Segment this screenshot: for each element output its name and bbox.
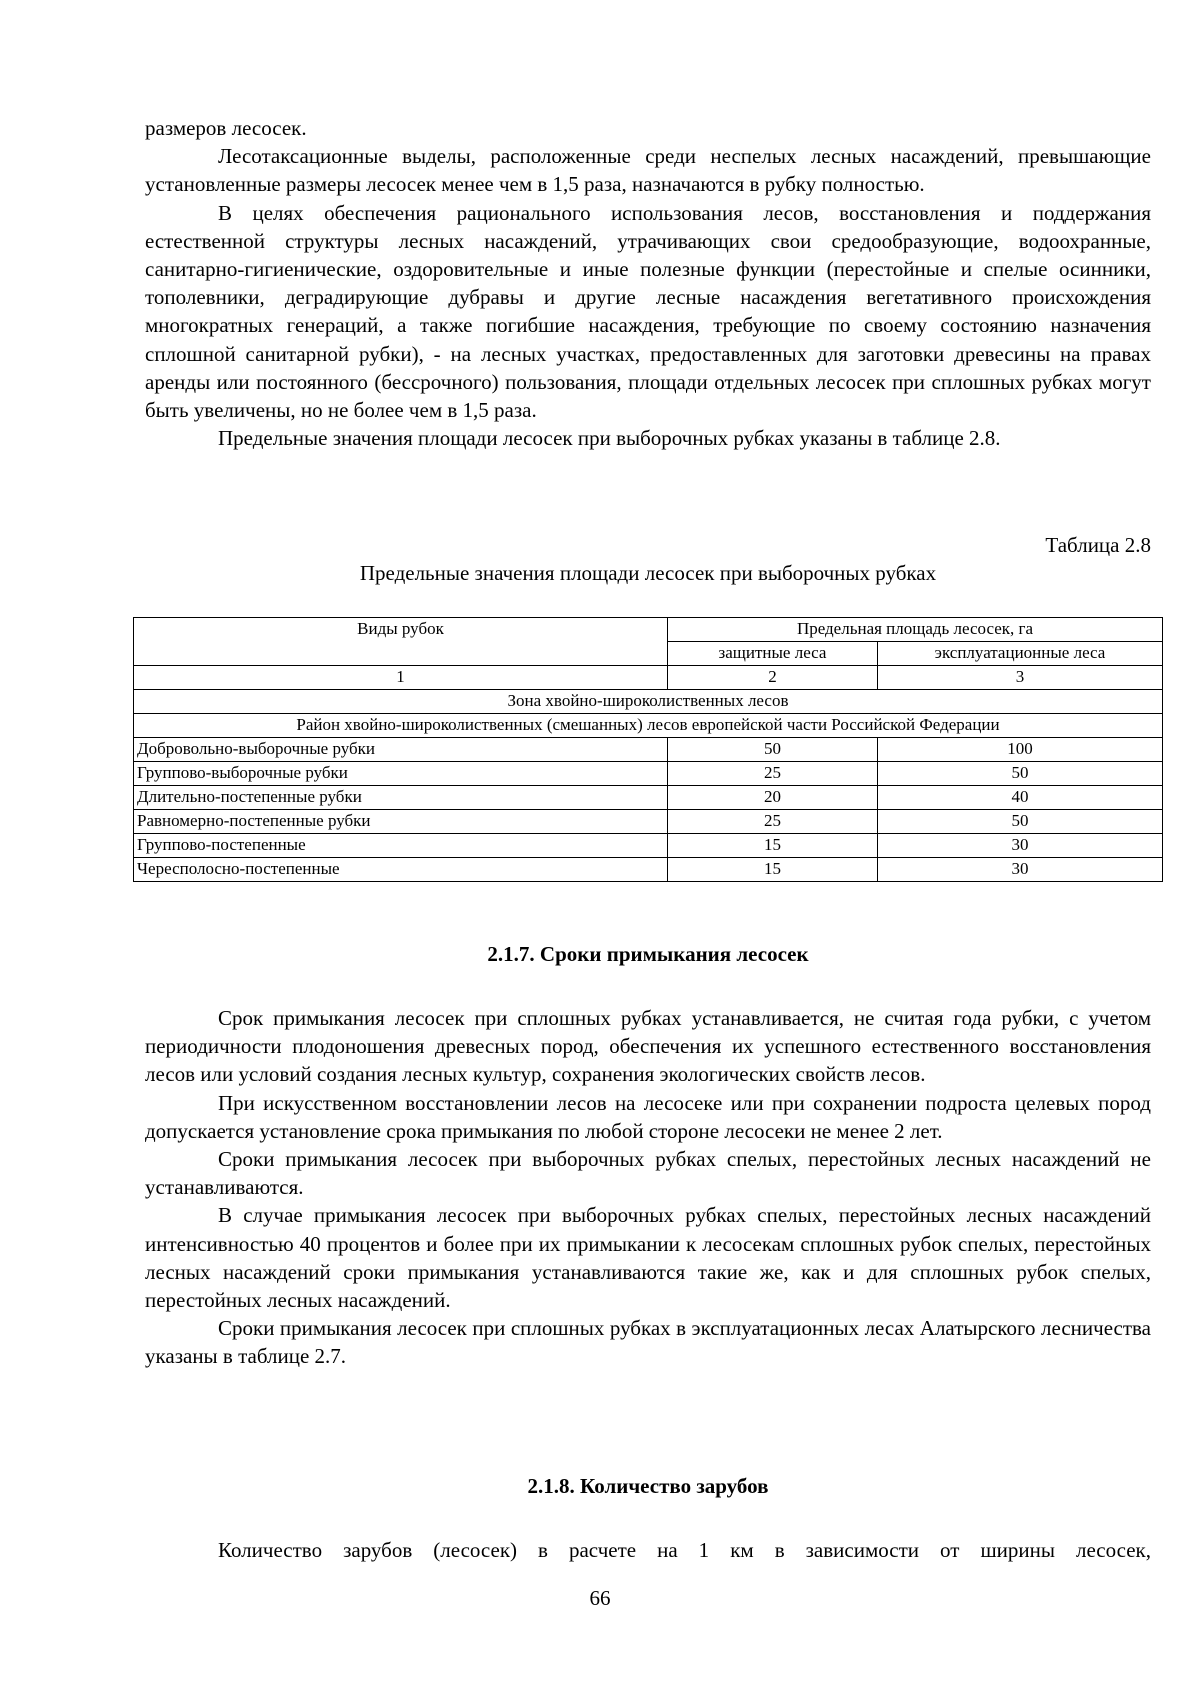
cutting-type: Группово-выборочные рубки xyxy=(134,762,668,786)
header-cell-types: Виды рубок xyxy=(134,618,668,666)
top-text-block xyxy=(145,114,1151,452)
table-row xyxy=(134,858,1163,882)
table-row xyxy=(134,786,1163,810)
table-row xyxy=(134,834,1163,858)
logging-area-table xyxy=(133,617,1163,882)
section-218-text xyxy=(145,1536,1151,1564)
page-number: 66 xyxy=(589,1586,611,1610)
table-caption: Предельные значения площади лесосек при выборочных рубках xyxy=(359,561,937,586)
section-heading-218: 2.1.8. Количество зарубов xyxy=(527,1474,769,1498)
section-217-text xyxy=(145,1004,1151,1371)
cutting-type: Добровольно-выборочные рубки xyxy=(134,738,668,762)
column-number: 1 xyxy=(134,666,668,690)
paragraph: Лесотаксационные выделы, расположенные среди неспелых лесных насаждений, превышающие установленные размеры лесосек менее чем в 1,5 раза, назначаются в рубку полностью. xyxy=(145,144,1151,197)
exploitation-value: 50 xyxy=(878,762,1163,786)
protective-value: 25 xyxy=(668,810,878,834)
cutting-type: Равномерно-постепенные рубки xyxy=(134,810,668,834)
protective-value: 50 xyxy=(668,738,878,762)
protective-value: 15 xyxy=(668,858,878,882)
protective-value: 15 xyxy=(668,834,878,858)
column-number: 2 xyxy=(668,666,878,690)
paragraph: В случае примыкания лесосек при выборочных рубках спелых, перестойных лесных насаждений интенсивностью 40 процентов и более при их примыкании к лесосекам сплошных рубок спелых, перестойных лесных насаждений сроки примыкания устанавливаются такие же, как и для сплошных рубок спелых, перестойных лесных насаждений. xyxy=(145,1203,1151,1313)
table-row xyxy=(134,762,1163,786)
table-caption-block xyxy=(145,531,1151,587)
exploitation-value: 50 xyxy=(878,810,1163,834)
header-cell-protective: защитные леса xyxy=(668,642,878,666)
exploitation-value: 100 xyxy=(878,738,1163,762)
paragraph: размеров лесосек. xyxy=(145,116,307,140)
paragraph: В целях обеспечения рационального использования лесов, восстановления и поддержания естественной структуры лесных насаждений, утрачивающих свои средообразующие, водоохранные, санитарно-гигиенические, оздоровительные и иные полезные функции (перестойные и спелые осинники, тополевники, деградирующие дубравы и другие лесные насаждения вегетативного происхождения многократных генераций, а также погибшие насаждения, требующие по своему состоянию назначения сплошной санитарной рубки), - на лесных участках, предоставленных для заготовки древесины на правах аренды или постоянного (бессрочного) пользования, площади отдельных лесосек при сплошных рубках могут быть увеличены, но не более чем в 1,5 раза. xyxy=(145,200,1151,423)
cutting-type: Чересполосно-постепенные xyxy=(134,858,668,882)
table-row xyxy=(134,810,1163,834)
protective-value: 20 xyxy=(668,786,878,810)
paragraph: При искусственном восстановлении лесов на лесосеке или при сохранении подроста целевых пород допускается установление срока примыкания по любой стороне лесосеки не менее 2 лет. xyxy=(145,1090,1151,1143)
cutting-type: Группово-постепенные xyxy=(134,834,668,858)
exploitation-value: 30 xyxy=(878,858,1163,882)
header-cell-exploitation: эксплуатационные леса xyxy=(878,642,1163,666)
paragraph: Сроки примыкания лесосек при выборочных рубках спелых, перестойных лесных насаждений не устанавливаются. xyxy=(145,1147,1151,1200)
protective-value: 25 xyxy=(668,762,878,786)
paragraph: Сроки примыкания лесосек при сплошных рубках в эксплуатационных лесах Алатырского лесничества указаны в таблице 2.7. xyxy=(145,1316,1151,1369)
column-number: 3 xyxy=(878,666,1163,690)
cutting-type: Длительно-постепенные рубки xyxy=(134,786,668,810)
zone-row: Зона хвойно-широколиственных лесов xyxy=(134,690,1163,714)
paragraph: Предельные значения площади лесосек при выборочных рубках указаны в таблице 2.8. xyxy=(218,426,1001,451)
header-cell-area: Предельная площадь лесосек, га xyxy=(668,618,1163,642)
exploitation-value: 40 xyxy=(878,786,1163,810)
table-label: Таблица 2.8 xyxy=(1045,533,1151,557)
paragraph: Срок примыкания лесосек при сплошных рубках устанавливается, не считая года рубки, с учетом периодичности плодоношения древесных пород, обеспечения их успешного естественного восстановления лесов или условий создания лесных культур, сохранения экологических свойств лесов. xyxy=(145,1006,1151,1087)
region-row: Район хвойно-широколиственных (смешанных) лесов европейской части Российской Федерации xyxy=(134,714,1163,738)
section-heading-217: 2.1.7. Сроки примыкания лесосек xyxy=(487,942,809,966)
paragraph: Количество зарубов (лесосек) в расчете на 1 км в зависимости от ширины лесосек, xyxy=(218,1538,1151,1562)
exploitation-value: 30 xyxy=(878,834,1163,858)
table-row xyxy=(134,738,1163,762)
